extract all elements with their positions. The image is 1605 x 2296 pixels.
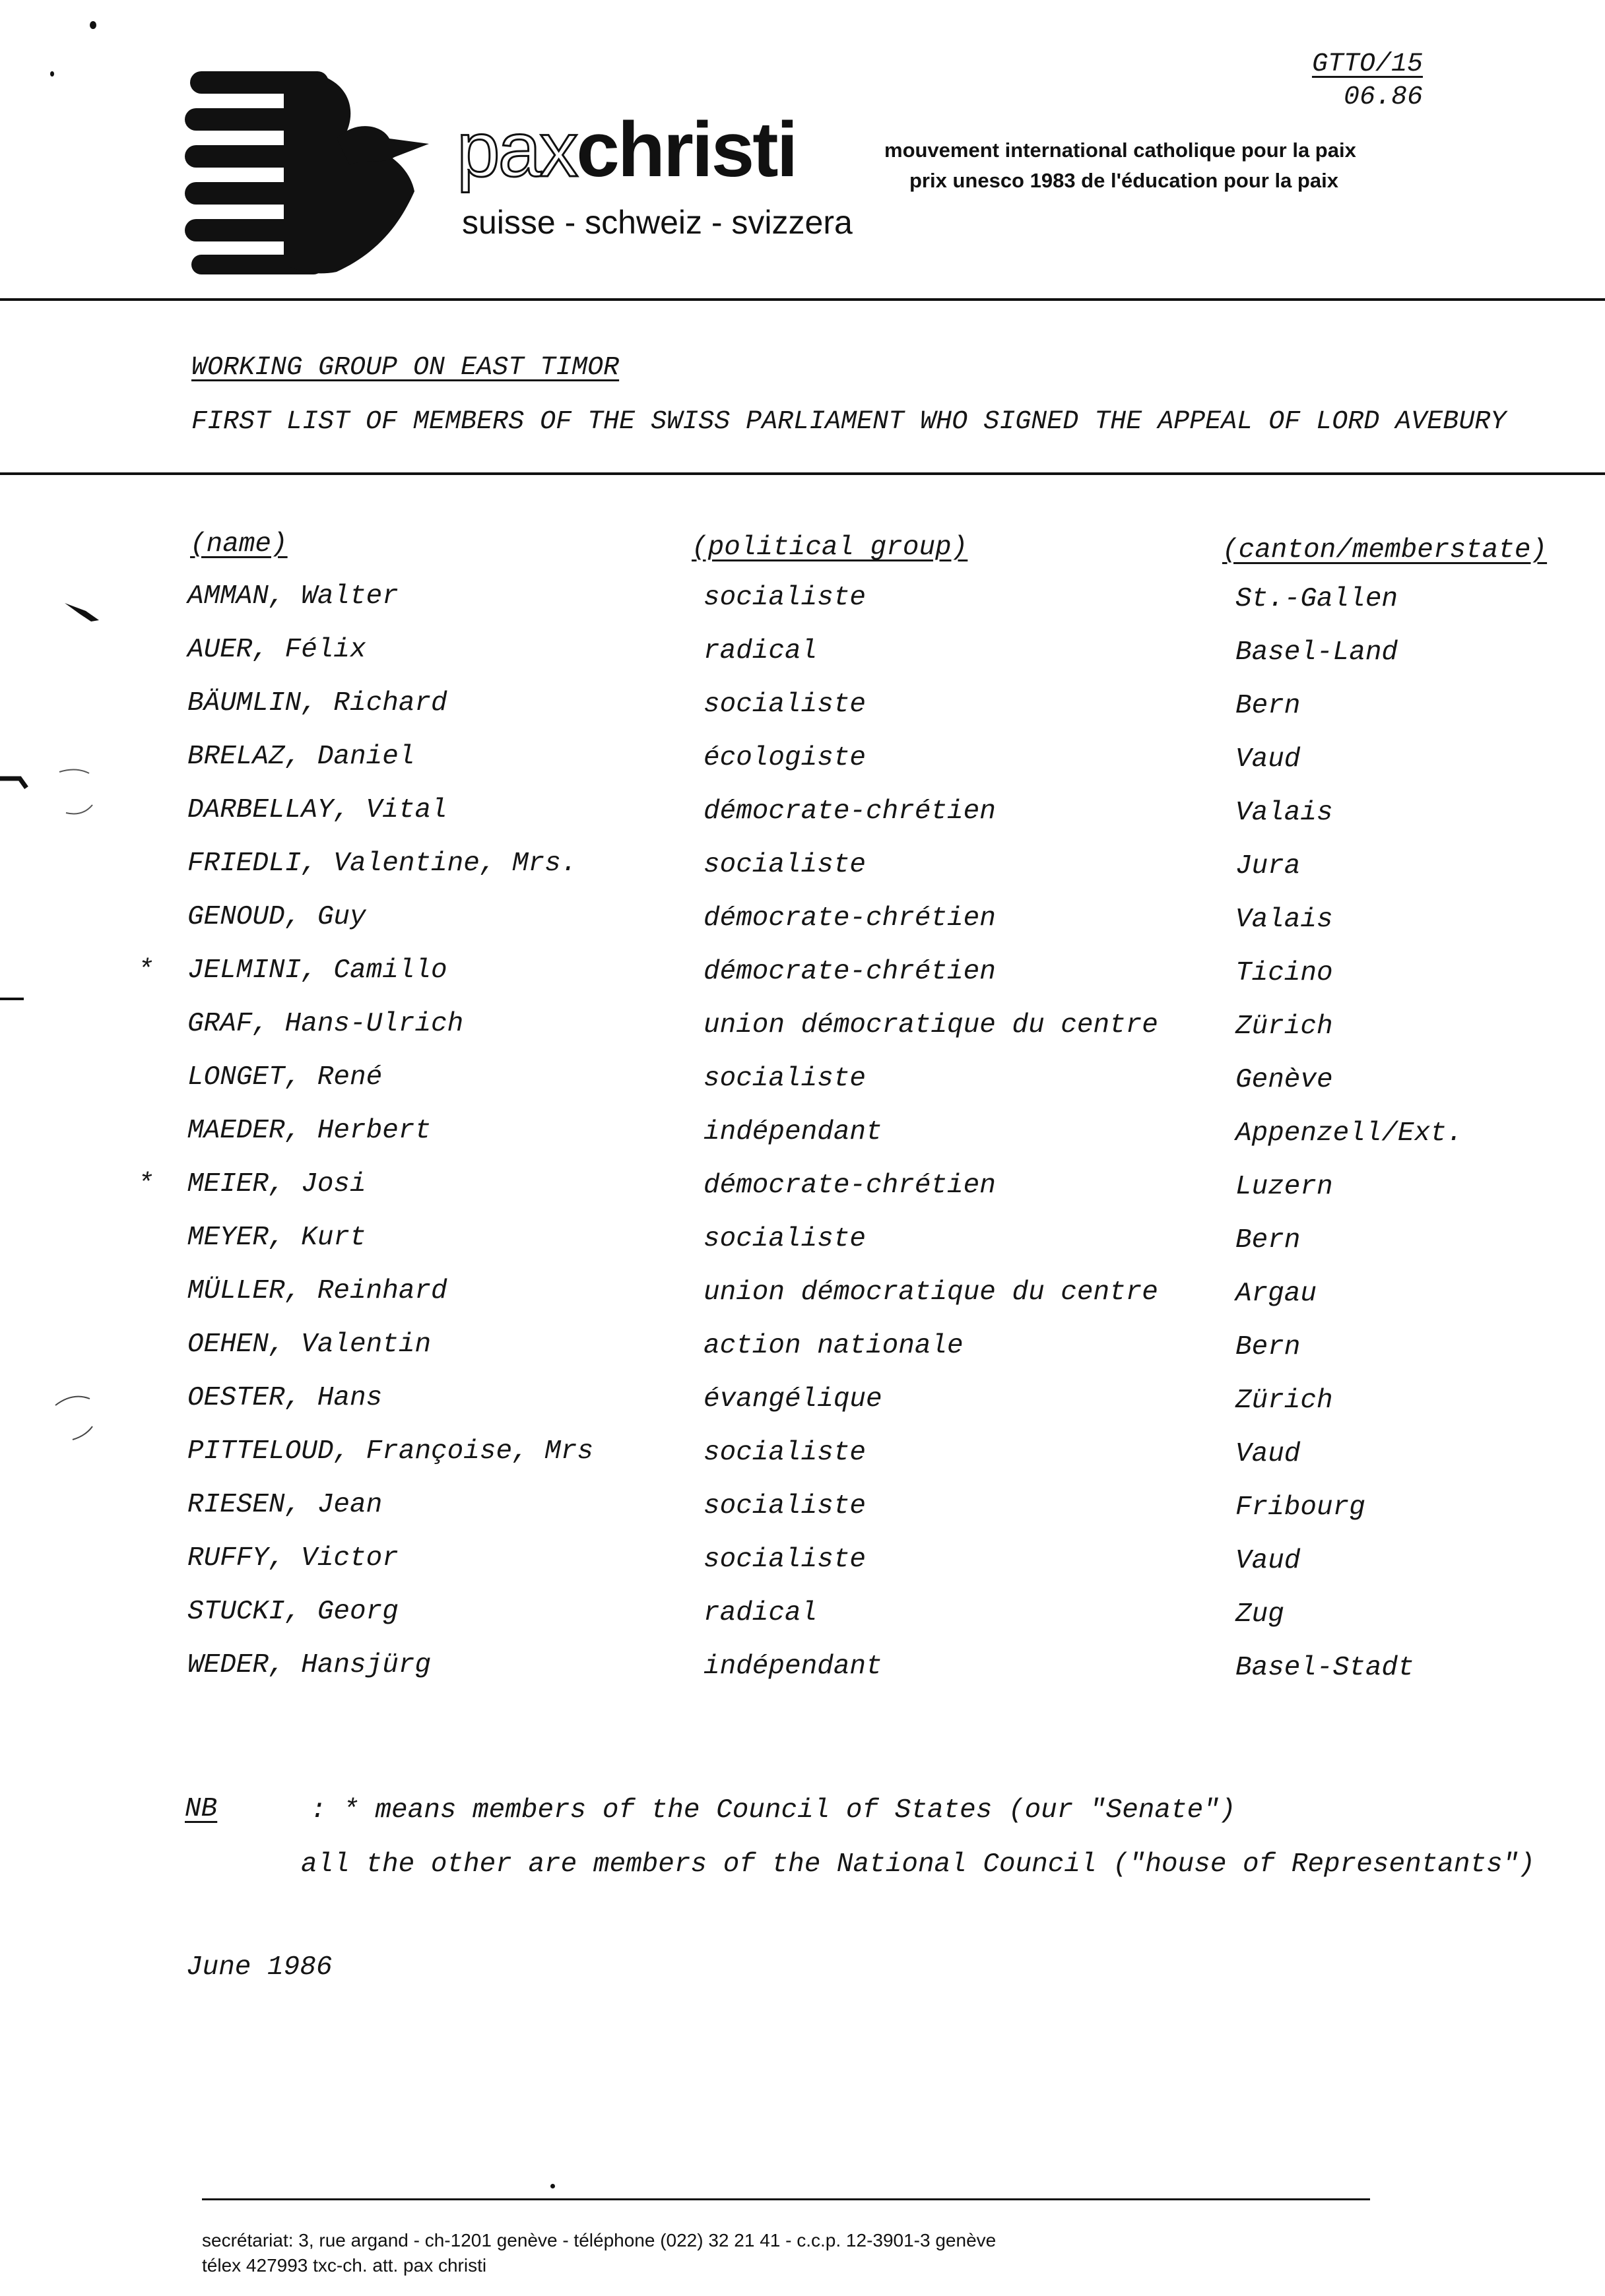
member-canton: Zürich: [1235, 1386, 1333, 1416]
member-political-group: indépendant: [704, 1651, 882, 1682]
member-political-group: socialiste: [704, 1438, 867, 1468]
table-row: [0, 1064, 1605, 1104]
document-subheading: FIRST LIST OF MEMBERS OF THE SWISS PARLIAMENT WHO SIGNED THE APPEAL OF LORD AVEBURY: [191, 407, 1507, 437]
member-political-group: socialiste: [704, 689, 867, 720]
table-row: [0, 1011, 1605, 1050]
table-row: [0, 1171, 1605, 1211]
member-political-group: démocrate-chrétien: [704, 1170, 996, 1201]
member-name: WEDER, Hansjürg: [187, 1650, 432, 1680]
document-heading: WORKING GROUP ON EAST TIMOR: [191, 353, 620, 383]
scan-speck: [90, 21, 96, 29]
table-row: [0, 583, 1605, 623]
table-row: [0, 690, 1605, 730]
member-canton: Ticino: [1235, 958, 1333, 988]
member-canton: Bern: [1235, 1225, 1301, 1256]
member-name: AMMAN, Walter: [187, 581, 399, 612]
table-row: [0, 850, 1605, 890]
document-date: June 1986: [186, 1952, 333, 1983]
member-political-group: socialiste: [704, 1545, 867, 1575]
member-name: JELMINI, Camillo: [187, 955, 447, 986]
table-row: [0, 1438, 1605, 1478]
table-row: [0, 797, 1605, 837]
member-name: MEYER, Kurt: [187, 1223, 366, 1253]
member-canton: Bern: [1235, 1332, 1301, 1362]
margin-mark: [59, 594, 112, 627]
table-row: [0, 1545, 1605, 1585]
organization-description: mouvement international catholique pour la paix: [884, 139, 1356, 162]
member-political-group: radical: [704, 636, 818, 666]
member-name: MEIER, Josi: [187, 1169, 366, 1199]
member-name: OESTER, Hans: [187, 1383, 383, 1413]
footer-address: secrétariat: 3, rue argand - ch-1201 genève - téléphone (022) 32 21 41 - c.c.p. 12-3901-3 genève: [202, 2230, 997, 2250]
footer-divider: [202, 2198, 1370, 2200]
member-canton: Luzern: [1235, 1172, 1333, 1202]
margin-mark: [0, 759, 106, 818]
member-political-group: radical: [704, 1598, 818, 1628]
member-political-group: union démocratique du centre: [704, 1277, 1158, 1308]
member-political-group: socialiste: [704, 583, 867, 613]
council-of-states-marker: *: [137, 955, 154, 986]
member-canton: St.-Gallen: [1235, 584, 1398, 614]
member-canton: Zürich: [1235, 1011, 1333, 1042]
member-name: MAEDER, Herbert: [187, 1116, 432, 1146]
member-political-group: socialiste: [704, 1224, 867, 1254]
member-name: RIESEN, Jean: [187, 1490, 383, 1520]
reference-date: 06.86: [1343, 82, 1423, 112]
member-name: RUFFY, Victor: [187, 1543, 399, 1574]
member-canton: Basel-Land: [1235, 637, 1398, 668]
member-canton: Argau: [1235, 1279, 1317, 1309]
member-name: BÄUMLIN, Richard: [187, 688, 447, 718]
member-canton: Valais: [1235, 905, 1333, 935]
scan-speck: [50, 71, 54, 77]
member-canton: Fribourg: [1235, 1492, 1365, 1523]
reference-code: GTTO/15: [1311, 49, 1423, 79]
member-name: GRAF, Hans-Ulrich: [187, 1009, 464, 1039]
logo-word-christi: christi: [576, 106, 797, 193]
table-row: [0, 904, 1605, 943]
pax-christi-hands-dove-logo: [185, 66, 436, 277]
table-row: [0, 957, 1605, 997]
member-canton: Genève: [1235, 1065, 1333, 1095]
footer-telex: télex 427993 txc-ch. att. pax christi: [202, 2255, 487, 2276]
margin-mark: [53, 1386, 106, 1445]
member-canton: Vaud: [1235, 1439, 1301, 1469]
logo-word-pax: pax: [457, 106, 577, 193]
member-name: AUER, Félix: [187, 635, 366, 665]
table-row: [0, 1278, 1605, 1318]
member-canton: Bern: [1235, 691, 1301, 721]
logo-tagline: suisse - schweiz - svizzera: [462, 204, 853, 241]
member-canton: Jura: [1235, 851, 1301, 881]
nb-note-line2: all the other are members of the National Council ("house of Representants"): [301, 1849, 1535, 1880]
member-canton: Appenzell/Ext.: [1235, 1118, 1463, 1149]
member-political-group: démocrate-chrétien: [704, 903, 996, 934]
table-row: [0, 1599, 1605, 1638]
member-name: DARBELLAY, Vital: [187, 795, 447, 825]
column-header-political-group: (political group): [692, 532, 968, 563]
table-row: [0, 1492, 1605, 1531]
member-political-group: indépendant: [704, 1117, 882, 1147]
column-header-canton: (canton/memberstate): [1222, 535, 1548, 565]
column-header-name: (name): [190, 529, 288, 559]
member-political-group: démocrate-chrétien: [704, 796, 996, 827]
table-row: [0, 1652, 1605, 1692]
scan-speck: [550, 2184, 555, 2188]
member-name: GENOUD, Guy: [187, 902, 366, 932]
member-name: PITTELOUD, Françoise, Mrs: [187, 1436, 594, 1467]
title-divider: [0, 472, 1605, 475]
member-canton: Valais: [1235, 798, 1333, 828]
member-political-group: démocrate-chrétien: [704, 957, 996, 987]
member-name: FRIEDLI, Valentine, Mrs.: [187, 848, 577, 879]
member-canton: Vaud: [1235, 1546, 1301, 1576]
member-political-group: écologiste: [704, 743, 867, 773]
member-political-group: socialiste: [704, 850, 867, 880]
member-name: STUCKI, Georg: [187, 1597, 399, 1627]
member-political-group: action nationale: [704, 1331, 964, 1361]
member-name: LONGET, René: [187, 1062, 383, 1093]
member-canton: Basel-Stadt: [1235, 1653, 1414, 1683]
member-name: BRELAZ, Daniel: [187, 742, 415, 772]
header-divider: [0, 298, 1605, 301]
table-row: [0, 1385, 1605, 1424]
member-name: MÜLLER, Reinhard: [187, 1276, 447, 1306]
nb-note-line1: : * means members of the Council of States (our "Senate"): [310, 1795, 1236, 1826]
member-political-group: socialiste: [704, 1491, 867, 1521]
table-row: [0, 1331, 1605, 1371]
table-row: [0, 1118, 1605, 1157]
logo-wordmark: [457, 106, 797, 193]
nb-label: NB: [185, 1794, 218, 1824]
table-row: [0, 744, 1605, 783]
council-of-states-marker: *: [137, 1169, 154, 1199]
organization-prize: prix unesco 1983 de l'éducation pour la paix: [909, 169, 1338, 192]
table-row: [0, 1225, 1605, 1264]
member-political-group: évangélique: [704, 1384, 882, 1415]
member-canton: Vaud: [1235, 744, 1301, 775]
member-name: OEHEN, Valentin: [187, 1329, 432, 1360]
margin-mark: [0, 998, 24, 1000]
member-political-group: socialiste: [704, 1064, 867, 1094]
member-political-group: union démocratique du centre: [704, 1010, 1158, 1040]
table-row: [0, 637, 1605, 676]
member-canton: Zug: [1235, 1599, 1284, 1630]
